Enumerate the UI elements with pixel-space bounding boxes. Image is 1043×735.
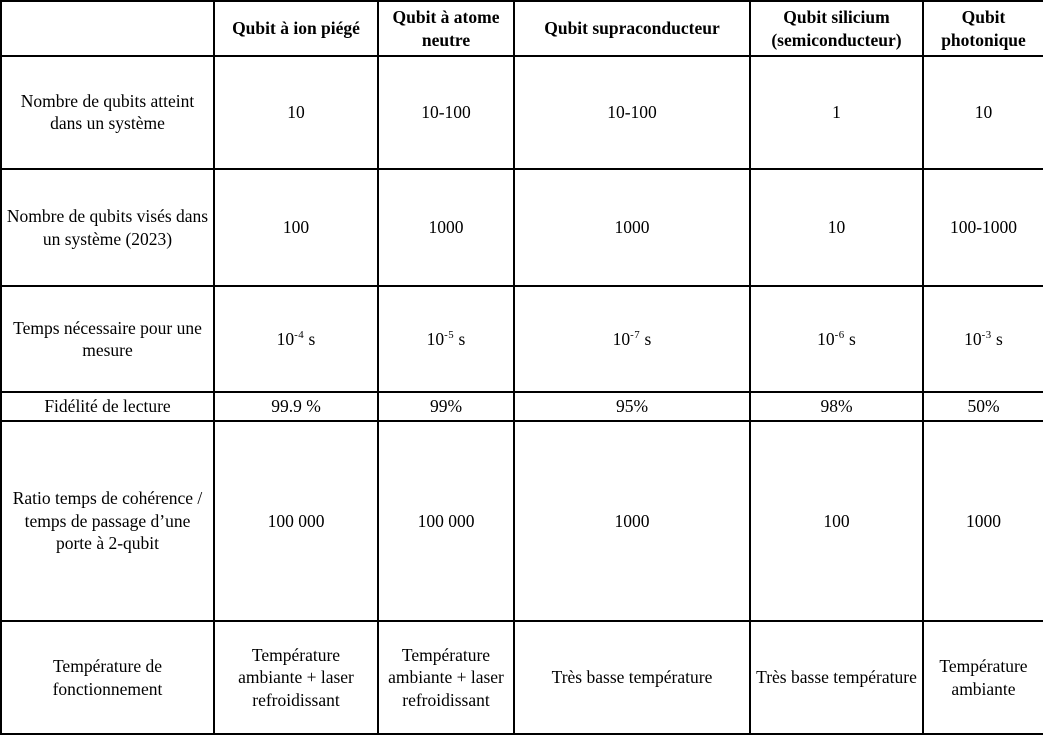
cell: 100 bbox=[750, 421, 923, 622]
cell: 10 bbox=[923, 56, 1043, 169]
cell: Très basse température bbox=[514, 621, 750, 734]
cell: 10-100 bbox=[514, 56, 750, 169]
cell: 1 bbox=[750, 56, 923, 169]
row-label: Ratio temps de cohérence / temps de passage d’une porte à 2-qubit bbox=[1, 421, 214, 622]
row-label: Température de fonctionnement bbox=[1, 621, 214, 734]
cell: 1000 bbox=[514, 421, 750, 622]
cell: 10-100 bbox=[378, 56, 514, 169]
exponent: -7 bbox=[630, 329, 641, 342]
cell: $10^{-7}$ s bbox=[514, 286, 750, 391]
cell: 100 000 bbox=[214, 421, 378, 622]
row-label: Nombre de qubits atteint dans un système bbox=[1, 56, 214, 169]
cell: $10^{-3}$ s bbox=[923, 286, 1043, 391]
table-header bbox=[1, 1, 1043, 56]
cell: 1000 bbox=[378, 169, 514, 287]
exponent: -6 bbox=[834, 329, 845, 342]
cell: 100-1000 bbox=[923, 169, 1043, 287]
cell: 100 bbox=[214, 169, 378, 287]
cell: Température ambiante + laser refroidissant bbox=[378, 621, 514, 734]
column-header: Qubit photonique bbox=[923, 1, 1043, 56]
exponent: -5 bbox=[444, 329, 455, 342]
cell: 1000 bbox=[923, 421, 1043, 622]
cell: $10^{-5}$ s bbox=[378, 286, 514, 391]
cell: $10^{-6}$ s bbox=[750, 286, 923, 391]
table-body bbox=[1, 56, 1043, 734]
table-row bbox=[1, 169, 1043, 287]
table-row bbox=[1, 421, 1043, 622]
cell: 100 000 bbox=[378, 421, 514, 622]
cell: 98% bbox=[750, 392, 923, 421]
table-row bbox=[1, 56, 1043, 169]
exponent: -4 bbox=[294, 329, 305, 342]
cell: Température ambiante bbox=[923, 621, 1043, 734]
cell: 1000 bbox=[514, 169, 750, 287]
cell: 10 bbox=[750, 169, 923, 287]
row-label: Fidélité de lecture bbox=[1, 392, 214, 421]
table-row bbox=[1, 621, 1043, 734]
column-header: Qubit à ion piégé bbox=[214, 1, 378, 56]
column-header: Qubit supraconducteur bbox=[514, 1, 750, 56]
cell: 95% bbox=[514, 392, 750, 421]
table-row bbox=[1, 286, 1043, 391]
header-row bbox=[1, 1, 1043, 56]
row-label: Temps nécessaire pour une mesure bbox=[1, 286, 214, 391]
cell: $10^{-4}$ s bbox=[214, 286, 378, 391]
cell: 50% bbox=[923, 392, 1043, 421]
row-label: Nombre de qubits visés dans un système (2023) bbox=[1, 169, 214, 287]
corner-cell bbox=[1, 1, 214, 56]
cell: Température ambiante + laser refroidissant bbox=[214, 621, 378, 734]
cell: Très basse température bbox=[750, 621, 923, 734]
cell: 99% bbox=[378, 392, 514, 421]
table-row bbox=[1, 392, 1043, 421]
exponent: -3 bbox=[981, 329, 992, 342]
cell: 10 bbox=[214, 56, 378, 169]
column-header: Qubit silicium (semiconducteur) bbox=[750, 1, 923, 56]
column-header: Qubit à atome neutre bbox=[378, 1, 514, 56]
cell: 99.9 % bbox=[214, 392, 378, 421]
